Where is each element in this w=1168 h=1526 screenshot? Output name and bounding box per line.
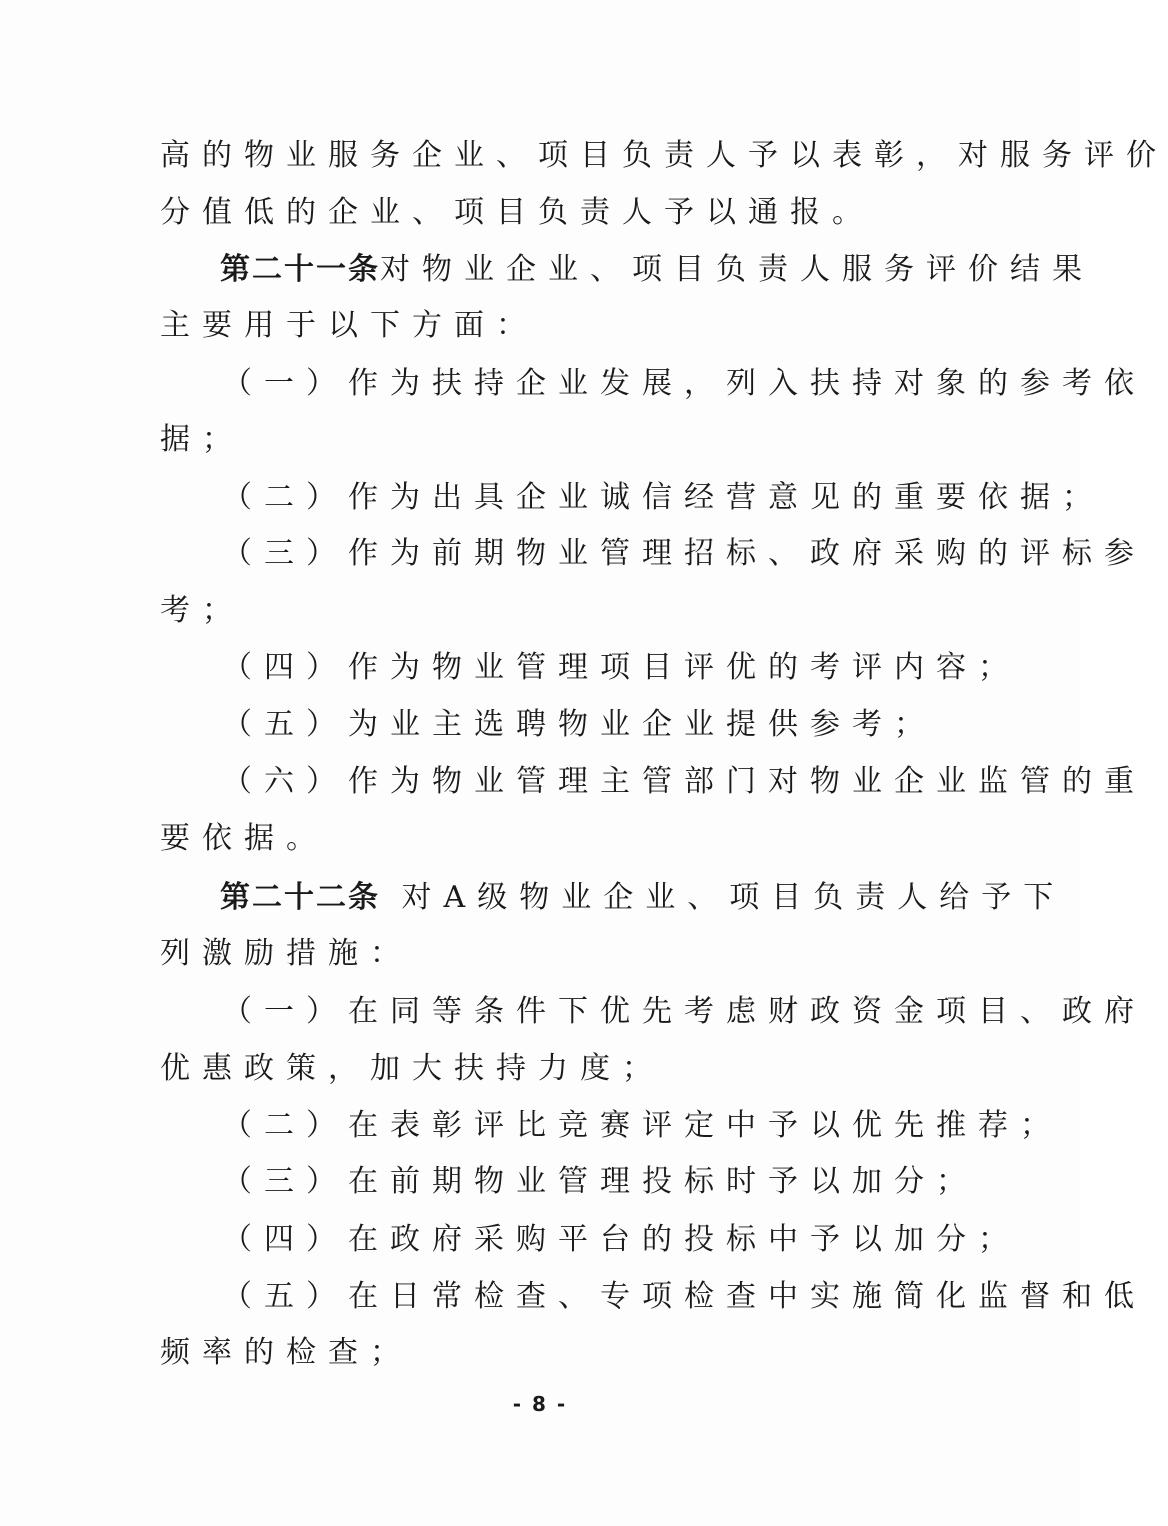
text-line: 据； <box>160 422 244 457</box>
text-line: 要依据。 <box>160 821 328 856</box>
list-item: （三）在前期物业管理投标时予以加分； <box>222 1164 978 1199</box>
article-21-paragraph <box>220 248 1094 292</box>
list-item: （五）为业主选聘物业企业提供参考； <box>222 707 936 742</box>
article-21-text: 对物业企业、项目负责人服务评价结果 <box>380 252 1094 287</box>
text-line: 主要用于以下方面： <box>160 308 538 343</box>
text-line: 高的物业服务企业、项目负责人予以表彰，对服务评价 <box>160 138 1168 173</box>
article-22-text: 对A级物业企业、项目负责人给予下 <box>380 880 1066 915</box>
text-line: 优惠政策，加大扶持力度； <box>160 1051 664 1086</box>
text-line: 列激励措施： <box>160 936 412 971</box>
text-line: 分值低的企业、项目负责人予以通报。 <box>160 195 874 230</box>
list-item: （五）在日常检查、专项检查中实施简化监督和低 <box>222 1279 1146 1314</box>
list-item: （四）在政府采购平台的投标中予以加分； <box>222 1222 1020 1257</box>
article-22-label: 第二十二条 <box>220 880 380 915</box>
list-item: （三）作为前期物业管理招标、政府采购的评标参 <box>222 536 1146 571</box>
list-item: （四）作为物业管理项目评优的考评内容； <box>222 650 1020 685</box>
text-line: 考； <box>160 593 244 628</box>
list-item: （六）作为物业管理主管部门对物业企业监管的重 <box>222 764 1146 799</box>
list-item: （一）在同等条件下优先考虑财政资金项目、政府 <box>222 994 1146 1029</box>
article-22-paragraph <box>220 876 1066 920</box>
list-item: （二）在表彰评比竞赛评定中予以优先推荐； <box>222 1108 1062 1143</box>
article-21-label: 第二十一条 <box>220 252 380 287</box>
list-item: （二）作为出具企业诚信经营意见的重要依据； <box>222 480 1104 515</box>
page-number: - 8 - <box>512 1392 568 1416</box>
text-line: 频率的检查； <box>160 1335 412 1370</box>
list-item: （一）作为扶持企业发展，列入扶持对象的参考依 <box>222 366 1146 401</box>
